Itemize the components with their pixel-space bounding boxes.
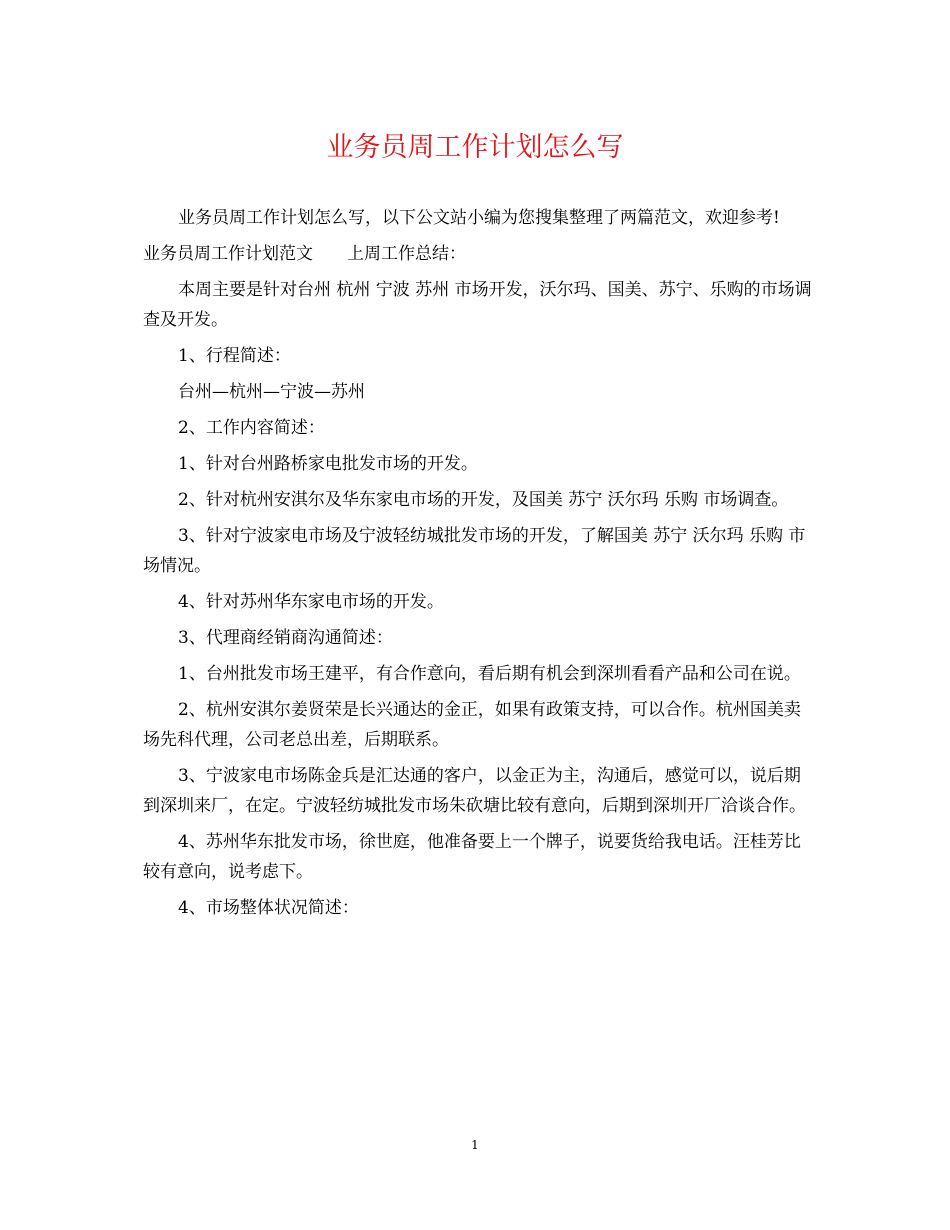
subheading-right: 上周工作总结：: [347, 244, 466, 264]
work-item-4: 4、针对苏州华东家电市场的开发。: [178, 592, 444, 612]
page-number: 1: [471, 1138, 479, 1152]
work-item-1: 1、针对台州路桥家电批发市场的开发。: [178, 454, 478, 474]
section-heading-itinerary: 1、行程简述：: [178, 346, 291, 366]
subheading-line: [143, 239, 813, 269]
subheading-left: 业务员周工作计划范文: [143, 244, 313, 264]
section-heading-work-content: 2、工作内容简述：: [178, 418, 325, 438]
paragraph-summary: 本周主要是针对台州 杭州 宁波 苏州 市场开发，沃尔玛、国美、苏宁、乐购的市场调查及开发。: [143, 280, 812, 330]
section-heading-dealer-communication: 3、代理商经销商沟通简述：: [178, 628, 393, 648]
dealer-item-4: 4、苏州华东批发市场，徐世庭，他准备要上一个牌子，说要货给我电话。汪桂芳比较有意向，说考虑下。: [143, 832, 801, 882]
dealer-item-3: 3、宁波家电市场陈金兵是汇达通的客户，以金正为主，沟通后，感觉可以，说后期到深圳来厂，在定。宁波轻纺城批发市场朱砍塘比较有意向，后期到深圳开厂洽谈合作。: [143, 766, 806, 816]
work-item-2: 2、针对杭州安淇尔及华东家电市场的开发，及国美 苏宁 沃尔玛 乐购 市场调查。: [178, 490, 789, 510]
work-item-3: 3、针对宁波家电市场及宁波轻纺城批发市场的开发，了解国美 苏宁 沃尔玛 乐购 市场情况。: [143, 526, 806, 576]
section-heading-market-overview: 4、市场整体状况简述：: [178, 898, 359, 918]
dealer-item-2: 2、杭州安淇尔姜贤荣是长兴通达的金正，如果有政策支持，可以合作。杭州国美卖场先科代理，公司老总出差，后期联系。: [143, 700, 801, 750]
intro-paragraph: 业务员周工作计划怎么写，以下公文站小编为您搜集整理了两篇范文，欢迎参考!: [178, 208, 780, 228]
itinerary-route: 台州—杭州—宁波—苏州: [178, 382, 365, 402]
document-body: [143, 203, 813, 929]
dealer-item-1: 1、台州批发市场王建平，有合作意向，看后期有机会到深圳看看产品和公司在说。: [178, 664, 801, 684]
document-title: 业务员周工作计划怎么写: [326, 132, 624, 163]
